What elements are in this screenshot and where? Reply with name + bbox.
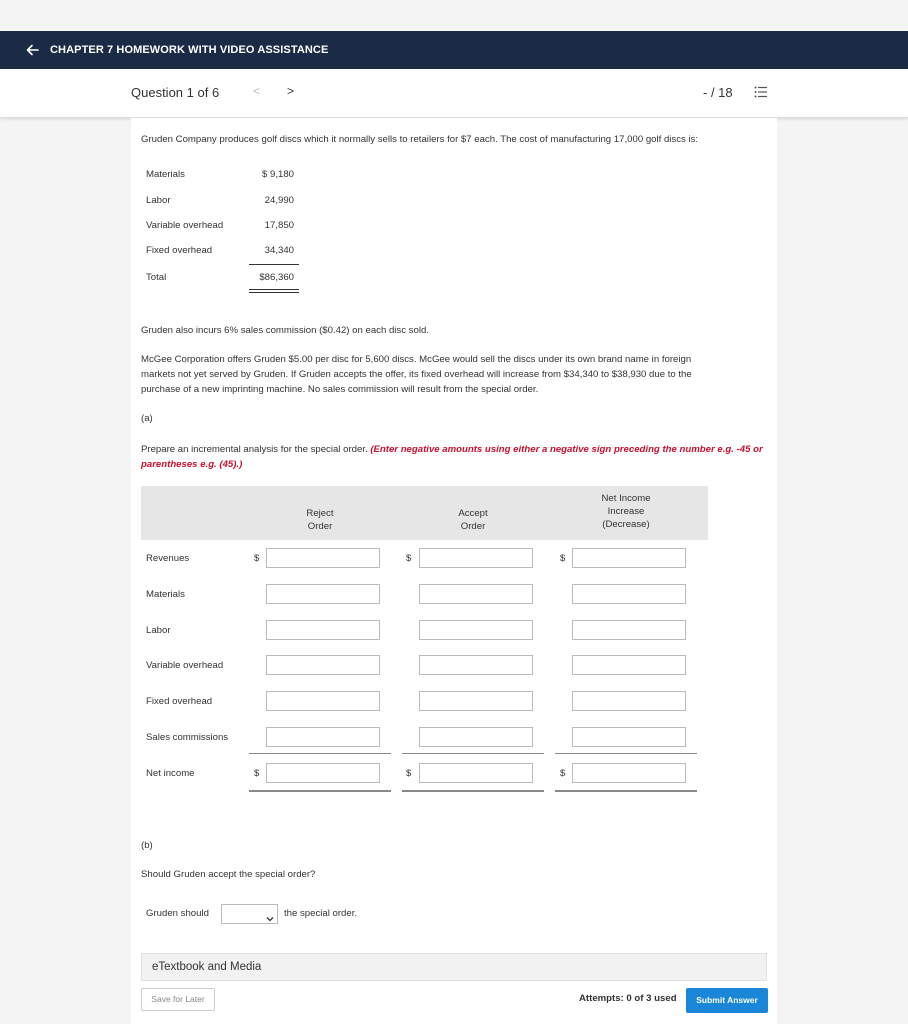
labor-net-input[interactable]	[572, 620, 686, 640]
cost-label-variable-overhead: Variable overhead	[146, 220, 224, 231]
offer-text-line-2: markets not yet served by Gruden. If Gruden accepts the offer, its fixed overhead will increase from $34,340 to $38,930 due to the	[141, 369, 692, 380]
column-header-reject-line-1: Reject	[306, 508, 334, 519]
sales-commissions-reject-input[interactable]	[266, 727, 380, 747]
net-income-accept-input[interactable]	[419, 763, 533, 783]
revenues-reject-input[interactable]	[266, 548, 380, 568]
chevron-down-icon	[266, 910, 274, 918]
materials-reject-input[interactable]	[266, 584, 380, 604]
top-strip	[0, 0, 908, 31]
row-label-labor: Labor	[146, 625, 171, 636]
subtotal-line-reject	[249, 753, 391, 754]
materials-accept-input[interactable]	[419, 584, 533, 604]
dollar-sign: $	[406, 768, 412, 779]
commission-text: Gruden also incurs 6% sales commission ($0.42) on each disc sold.	[141, 325, 429, 336]
etextbook-media-section[interactable]: eTextbook and Media	[141, 953, 767, 981]
offer-text-line-3: purchase of a new imprinting machine. No sales commission will result from the special order.	[141, 384, 539, 395]
sales-commissions-accept-input[interactable]	[419, 727, 533, 747]
dollar-sign: $	[560, 768, 566, 779]
subtotal-line-accept	[402, 753, 544, 754]
cost-total-double-line	[249, 292, 299, 293]
subtotal-line-net	[555, 753, 697, 754]
instruction-text: Prepare an incremental analysis for the special order.	[141, 444, 368, 455]
cost-label-total: Total	[146, 272, 167, 283]
part-a-label: (a)	[141, 413, 153, 424]
assignment-header	[0, 31, 908, 69]
gruden-should-label: Gruden should	[146, 908, 209, 919]
column-header-accept-line-1: Accept	[458, 508, 488, 519]
accept-reject-select[interactable]	[221, 904, 278, 924]
materials-net-input[interactable]	[572, 584, 686, 604]
cost-subtotal-line	[249, 264, 299, 265]
sales-commissions-net-input[interactable]	[572, 727, 686, 747]
cost-value-materials: $ 9,180	[261, 169, 294, 180]
variable-overhead-net-input[interactable]	[572, 655, 686, 675]
fixed-overhead-accept-input[interactable]	[419, 691, 533, 711]
question-list-icon[interactable]	[754, 85, 768, 99]
instruction-note-line-2: parentheses e.g. (45).)	[141, 459, 243, 470]
dollar-sign: $	[254, 553, 260, 564]
column-header-net-income	[576, 492, 676, 531]
dollar-sign: $	[560, 553, 566, 564]
problem-intro: Gruden Company produces golf discs which it normally sells to retailers for $7 each. The cost of manufacturing 17,000 golf discs is:	[141, 134, 699, 145]
total-line-reject	[249, 790, 391, 792]
fixed-overhead-net-input[interactable]	[572, 691, 686, 711]
labor-reject-input[interactable]	[266, 620, 380, 640]
back-arrow-icon[interactable]	[24, 42, 40, 58]
attempts-counter: Attempts: 0 of 3 used	[579, 993, 677, 1004]
net-income-reject-input[interactable]	[266, 763, 380, 783]
variable-overhead-accept-input[interactable]	[419, 655, 533, 675]
fixed-overhead-reject-input[interactable]	[266, 691, 380, 711]
cost-total-line	[249, 289, 299, 290]
column-header-net-line-2: Increase	[607, 506, 645, 517]
part-b-label: (b)	[141, 840, 153, 851]
column-header-reject-order	[280, 507, 360, 533]
cost-value-labor: 24,990	[264, 195, 294, 206]
total-line-net	[555, 790, 697, 792]
part-b-question: Should Gruden accept the special order?	[141, 869, 316, 880]
cost-label-fixed-overhead: Fixed overhead	[146, 245, 213, 256]
variable-overhead-reject-input[interactable]	[266, 655, 380, 675]
revenues-accept-input[interactable]	[419, 548, 533, 568]
net-income-net-input[interactable]	[572, 763, 686, 783]
question-label: Question 1 of 6	[131, 85, 220, 100]
total-line-accept	[402, 790, 544, 792]
revenues-net-input[interactable]	[572, 548, 686, 568]
cost-value-fixed-overhead: 34,340	[264, 245, 294, 256]
question-score: - / 18	[703, 85, 733, 100]
column-header-net-line-3: (Decrease)	[602, 519, 650, 530]
special-order-suffix: the special order.	[284, 908, 358, 919]
offer-text-line-1: McGee Corporation offers Gruden $5.00 per disc for 5,600 discs. McGee would sell the discs under its own brand name in foreign	[141, 354, 692, 365]
assignment-title: CHAPTER 7 HOMEWORK WITH VIDEO ASSISTANCE	[50, 44, 329, 56]
row-label-fixed-overhead: Fixed overhead	[146, 696, 213, 707]
cost-value-variable-overhead: 17,850	[264, 220, 294, 231]
column-header-reject-line-2: Order	[307, 521, 333, 532]
column-header-accept-order	[433, 507, 513, 533]
labor-accept-input[interactable]	[419, 620, 533, 640]
question-bar	[0, 69, 908, 118]
instruction-note: (Enter negative amounts using either a negative sign preceding the number e.g. -45 or	[370, 444, 763, 455]
previous-question-button[interactable]: <	[253, 84, 261, 98]
row-label-materials: Materials	[146, 589, 185, 600]
dollar-sign: $	[406, 553, 412, 564]
submit-answer-button[interactable]: Submit Answer	[686, 988, 768, 1013]
cost-label-materials: Materials	[146, 169, 185, 180]
column-header-net-line-1: Net Income	[601, 493, 651, 504]
cost-label-labor: Labor	[146, 195, 171, 206]
cost-value-total: $86,360	[259, 272, 294, 283]
question-panel	[131, 118, 777, 1024]
part-a-instruction	[141, 442, 763, 457]
next-question-button[interactable]: >	[287, 84, 295, 98]
row-label-net-income: Net income	[146, 768, 195, 779]
dollar-sign: $	[254, 768, 260, 779]
save-for-later-button[interactable]: Save for Later	[141, 988, 215, 1011]
row-label-variable-overhead: Variable overhead	[146, 660, 224, 671]
column-header-accept-line-2: Order	[460, 521, 486, 532]
row-label-sales-commissions: Sales commissions	[146, 732, 229, 743]
row-label-revenues: Revenues	[146, 553, 190, 564]
